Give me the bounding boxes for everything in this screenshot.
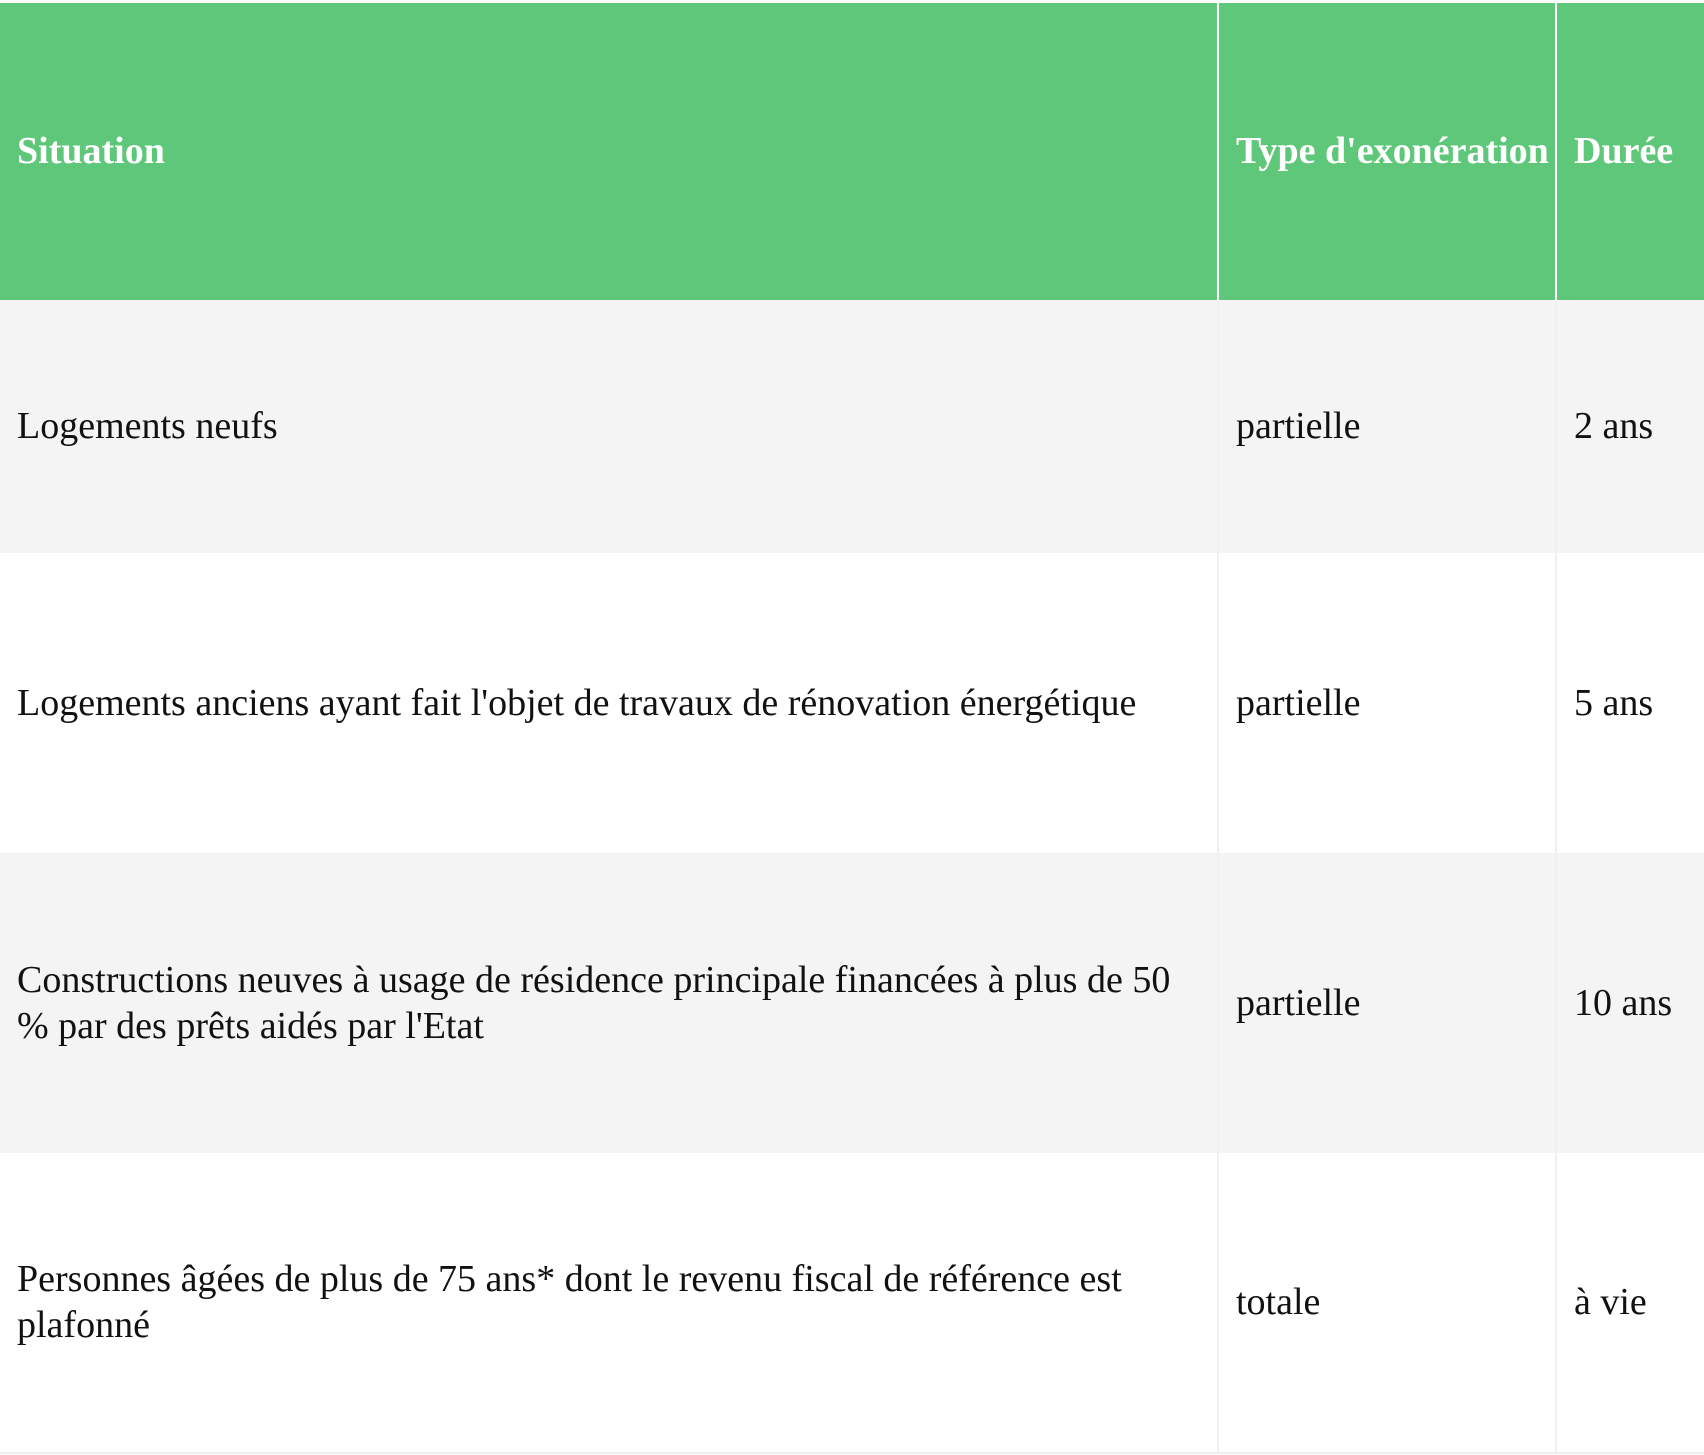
table-row	[0, 553, 1704, 853]
header-situation: Situation	[0, 2, 1218, 300]
cell-type: partielle	[1218, 853, 1556, 1153]
table-row	[0, 1153, 1704, 1453]
cell-situation: Logements neufs	[0, 300, 1218, 553]
table-body	[0, 300, 1704, 1453]
cell-duree: à vie	[1556, 1153, 1704, 1453]
header-type-exoneration: Type d'exonération	[1218, 2, 1556, 300]
cell-situation: Personnes âgées de plus de 75 ans* dont le revenu fiscal de référence est plafonné	[0, 1153, 1218, 1453]
cell-duree: 10 ans	[1556, 853, 1704, 1153]
table-row	[0, 300, 1704, 553]
table-header-row	[0, 2, 1704, 300]
cell-duree: 2 ans	[1556, 300, 1704, 553]
cell-situation: Constructions neuves à usage de résidence principale financées à plus de 50 % par des prêts aidés par l'Etat	[0, 853, 1218, 1153]
cell-situation: Logements anciens ayant fait l'objet de travaux de rénovation énergétique	[0, 553, 1218, 853]
cell-duree: 5 ans	[1556, 553, 1704, 853]
cell-type: partielle	[1218, 553, 1556, 853]
table-row	[0, 853, 1704, 1153]
cell-type: partielle	[1218, 300, 1556, 553]
cell-type: totale	[1218, 1153, 1556, 1453]
header-duree: Durée	[1556, 2, 1704, 300]
table-header	[0, 2, 1704, 300]
